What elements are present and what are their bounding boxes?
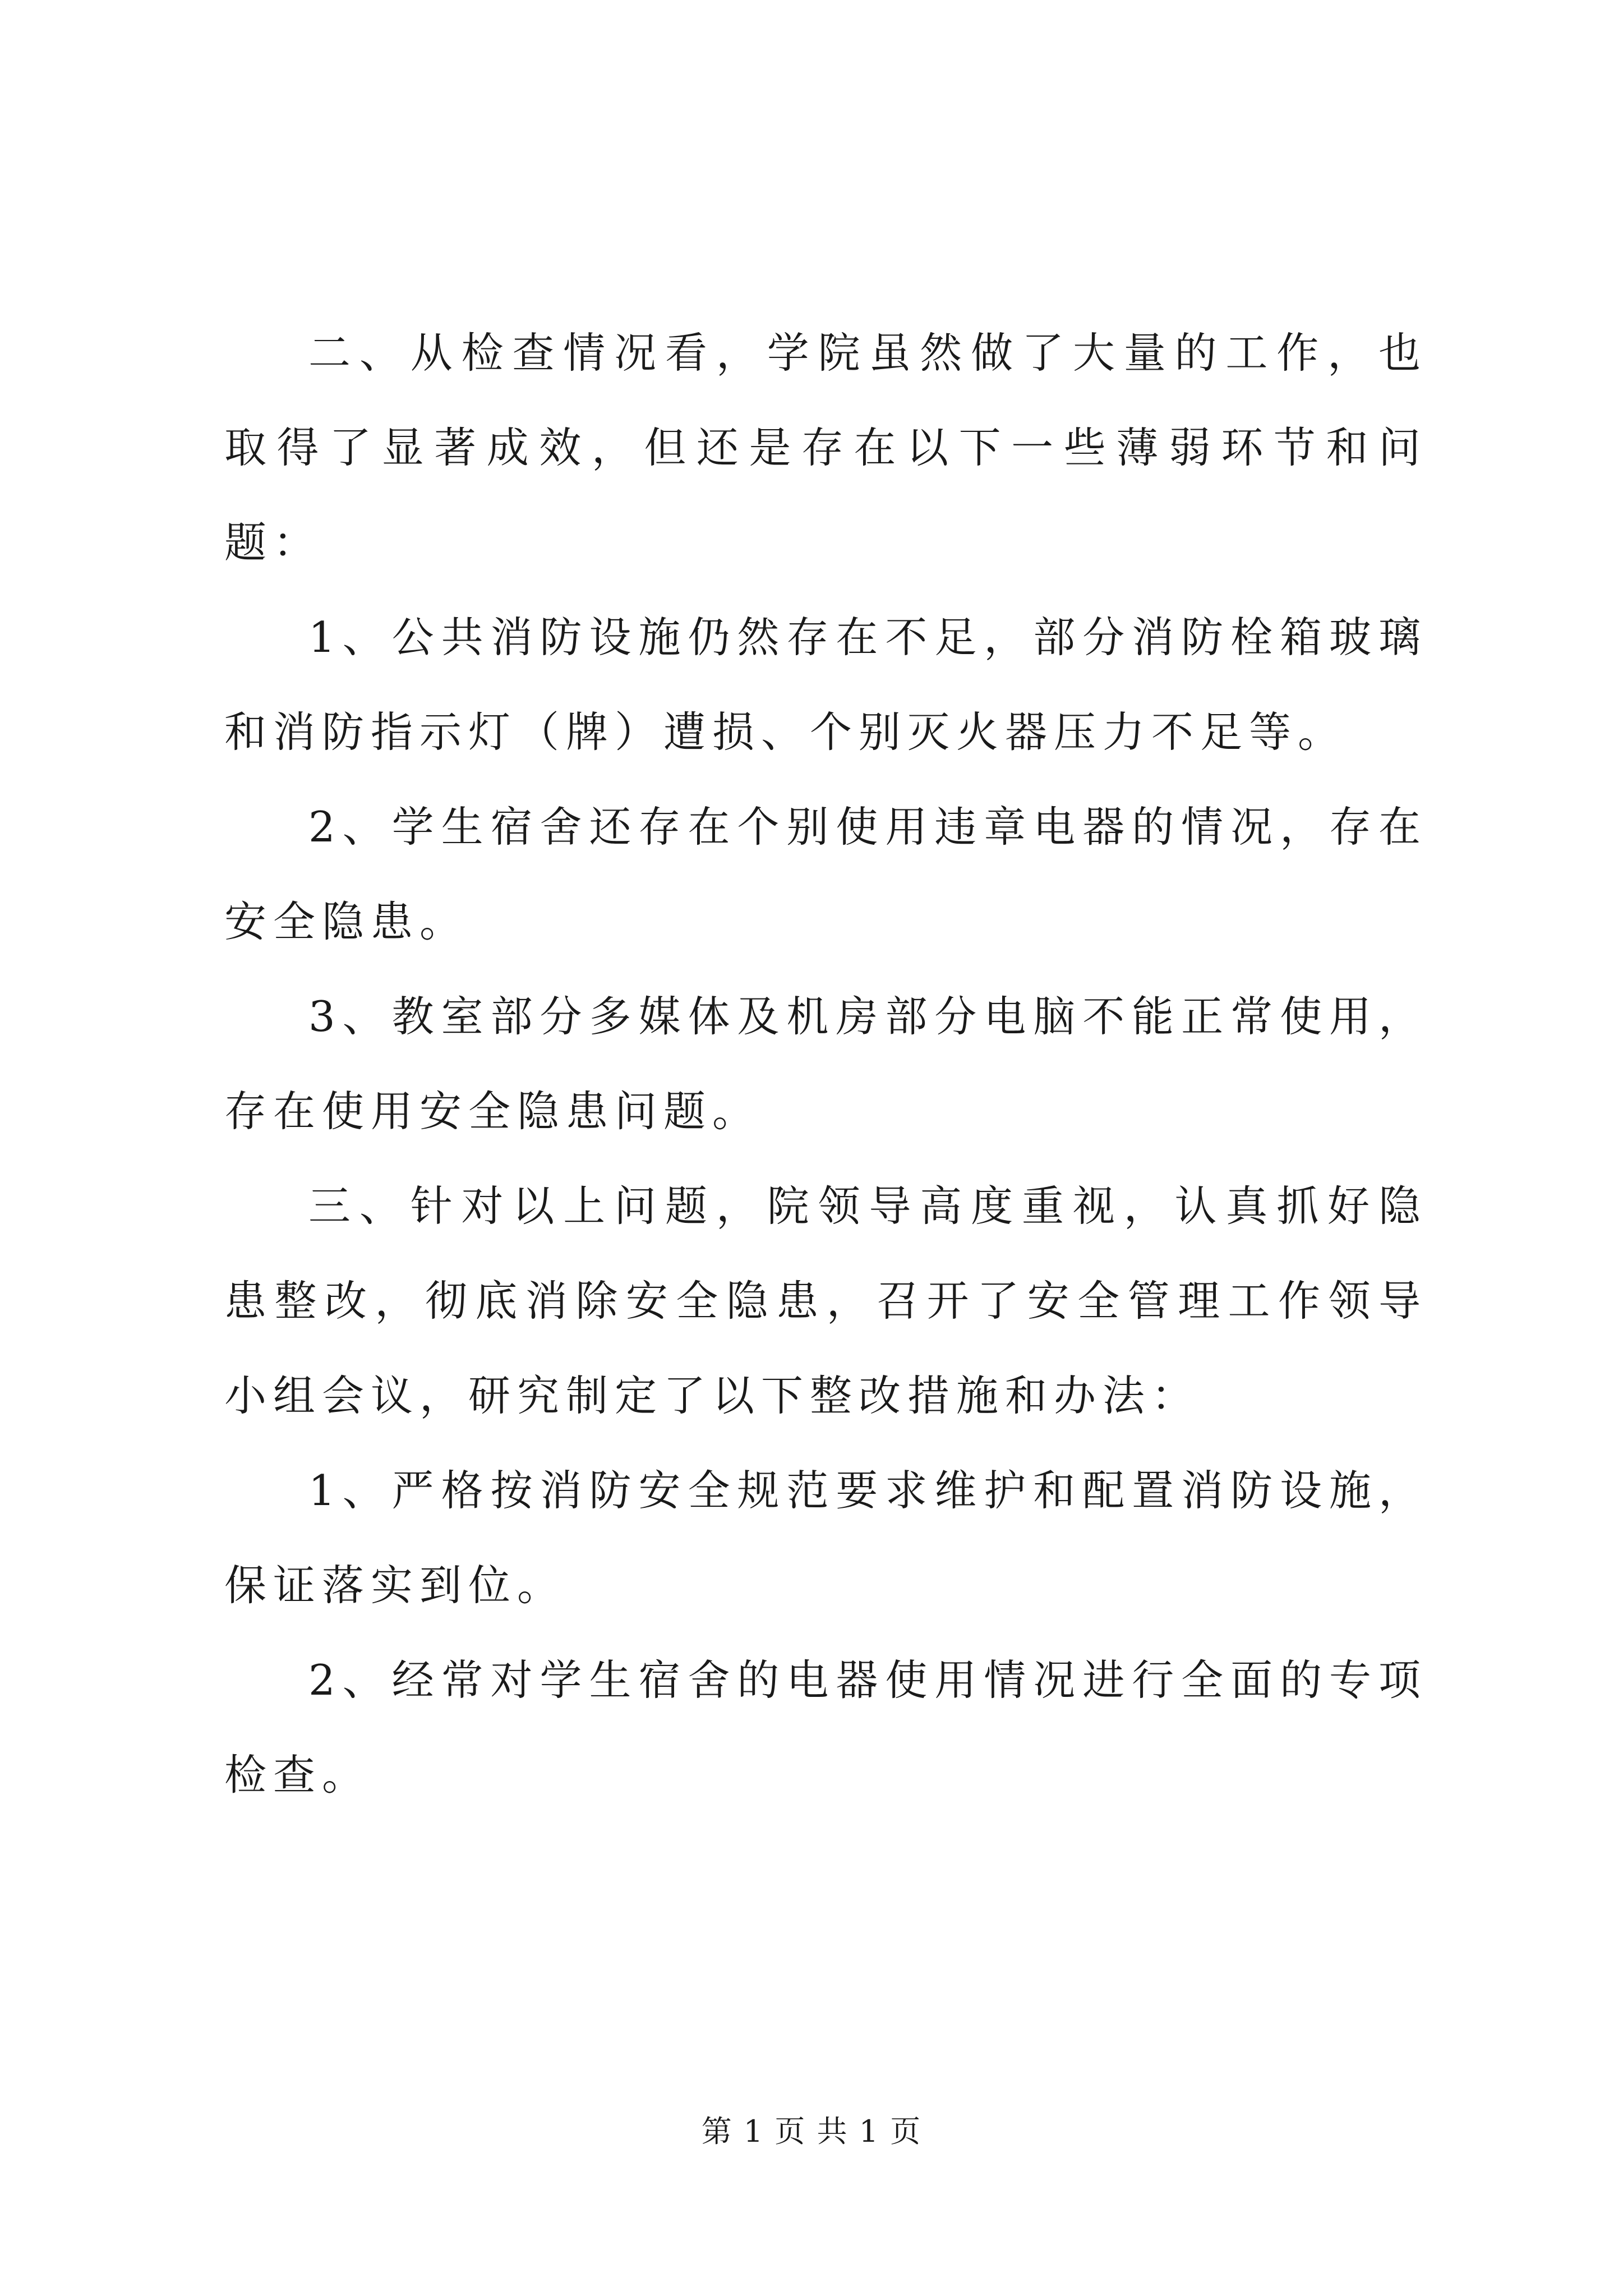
paragraph-issue-1: 1、公共消防设施仍然存在不足，部分消防栓箱玻璃和消防指示灯（牌）遭损、个别灭火器压力不足等。 [224,613,1427,757]
paragraph-issue-2: 2、学生宿舍还存在个别使用违章电器的情况，存在安全隐患。 [224,802,1427,946]
document-body [224,306,1427,1823]
paragraph-section-three-intro: 三、针对以上问题，院领导高度重视，认真抓好隐患整改，彻底消除安全隐患，召开了安全管理工作领导小组会议，研究制定了以下整改措施和办法： [224,1181,1427,1420]
paragraph-section-two-intro: 二、从检查情况看，学院虽然做了大量的工作，也取得了显著成效，但还是存在以下一些薄弱环节和问题： [224,328,1427,567]
paragraph-measure-2: 2、经常对学生宿舍的电器使用情况进行全面的专项检查。 [224,1655,1427,1800]
paragraph-issue-3: 3、教室部分多媒体及机房部分电脑不能正常使用，存在使用安全隐患问题。 [224,992,1427,1136]
page-footer: 第 1 页 共 1 页 [701,2114,922,2149]
paragraph-measure-1: 1、严格按消防安全规范要求维护和配置消防设施，保证落实到位。 [224,1466,1427,1610]
